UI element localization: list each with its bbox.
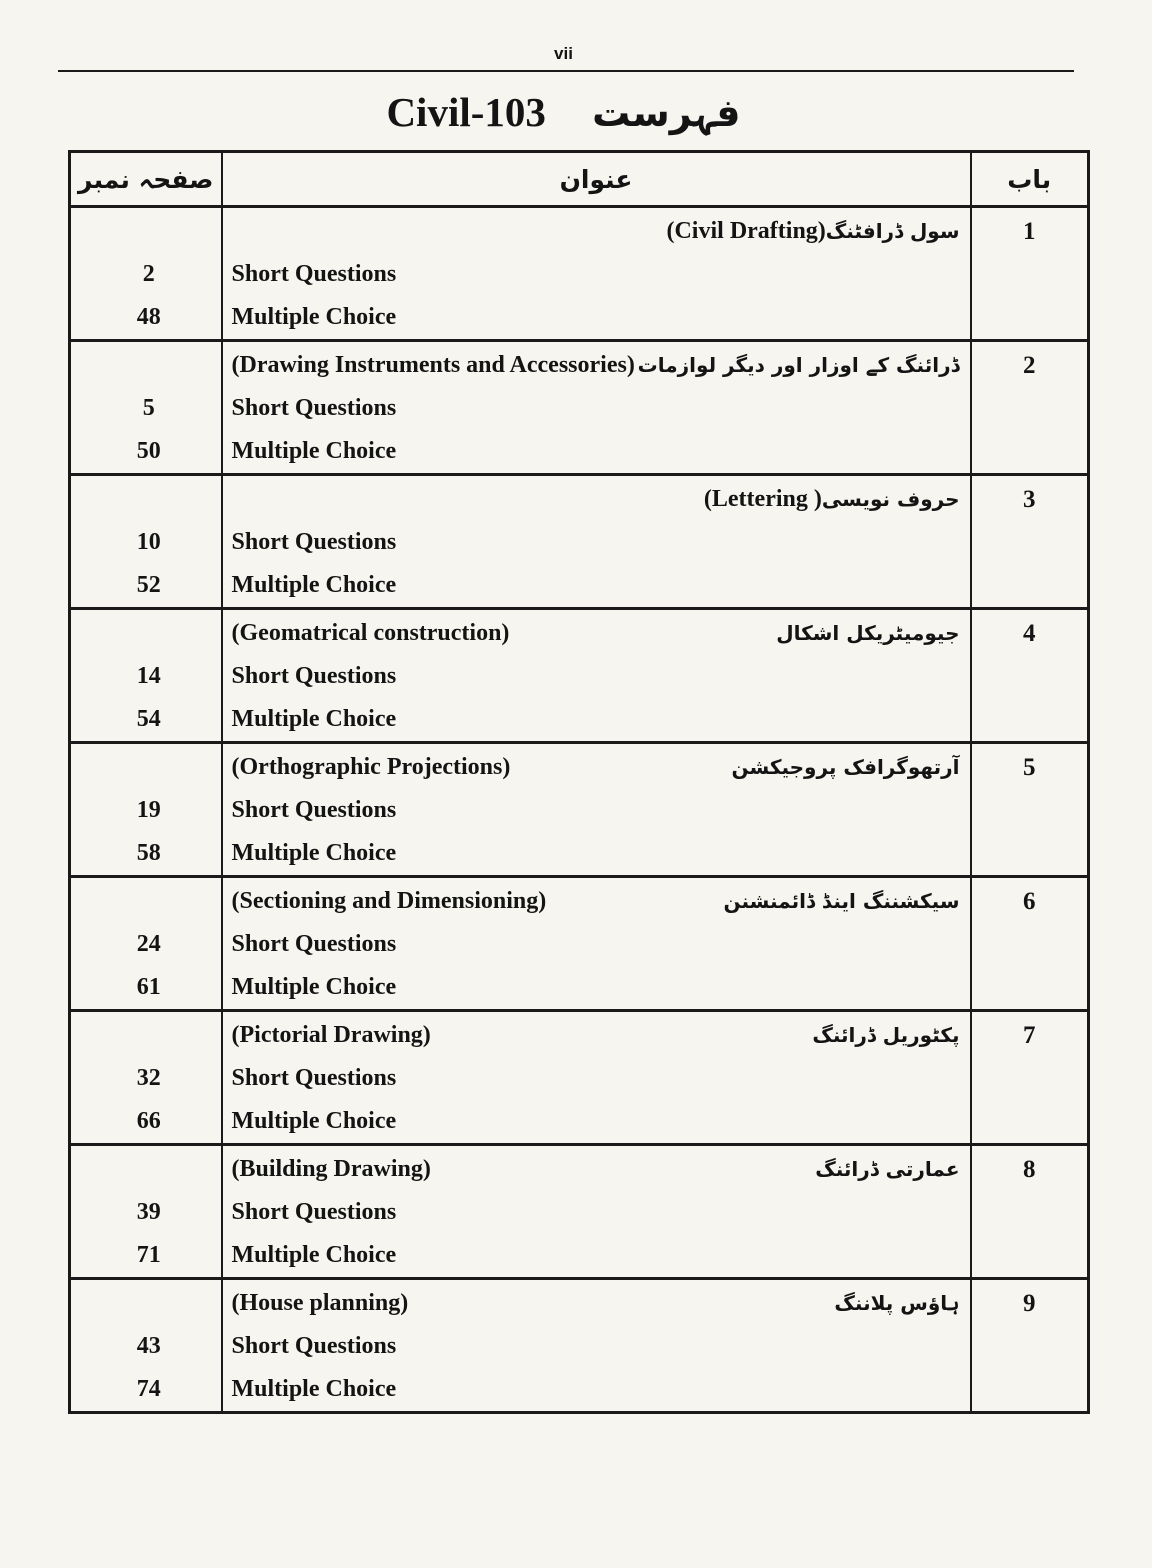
chapter-title-urdu: پکٹوریل ڈرائنگ [812, 1023, 960, 1047]
multiple-choice-label: Multiple Choice [231, 974, 397, 1000]
page-cell [70, 877, 222, 1011]
chapter-title-english: (Drawing Instruments and Accessories) [231, 352, 635, 378]
multiple-choice-label: Multiple Choice [231, 1108, 397, 1134]
multiple-choice-page: 52 [136, 572, 161, 598]
table-row [70, 743, 1089, 877]
short-questions-label: Short Questions [231, 931, 397, 957]
multiple-choice-label: Multiple Choice [231, 1242, 397, 1268]
chapter-number: 9 [1023, 1290, 1036, 1317]
page-cell [70, 1145, 222, 1279]
title-code: Civil-103 [386, 89, 546, 135]
multiple-choice-label: Multiple Choice [231, 304, 397, 330]
chapter-title-urdu: سیکشننگ اینڈ ڈائمنشنن [723, 889, 960, 913]
short-questions-page: 43 [136, 1333, 161, 1359]
title-cell [222, 743, 971, 877]
table-row [70, 877, 1089, 1011]
short-questions-page: 19 [136, 797, 161, 823]
chapter-cell [971, 207, 1089, 341]
chapter-cell [971, 341, 1089, 475]
short-questions-label: Short Questions [231, 797, 397, 823]
chapter-title-english: (Sectioning and Dimensioning) [231, 888, 547, 914]
chapter-title-urdu: جیومیٹریکل اشکال [776, 621, 960, 645]
chapter-number: 4 [1023, 620, 1036, 647]
chapter-cell [971, 1011, 1089, 1145]
short-questions-page: 32 [136, 1065, 161, 1091]
multiple-choice-label: Multiple Choice [231, 1376, 397, 1402]
page-cell [70, 743, 222, 877]
table-row [70, 341, 1089, 475]
chapter-title-english: (Building Drawing) [231, 1156, 431, 1182]
chapter-cell [971, 1145, 1089, 1279]
chapter-number: 7 [1023, 1022, 1036, 1049]
page-cell [70, 341, 222, 475]
title-cell [222, 609, 971, 743]
chapter-cell [971, 1279, 1089, 1413]
short-questions-label: Short Questions [231, 529, 397, 555]
page-cell [70, 1011, 222, 1145]
multiple-choice-page: 50 [136, 438, 161, 464]
short-questions-page: 5 [142, 395, 155, 421]
table-row [70, 1279, 1089, 1413]
chapter-cell [971, 877, 1089, 1011]
chapter-number: 2 [1023, 352, 1036, 379]
multiple-choice-page: 61 [136, 974, 161, 1000]
chapter-title-english: (House planning) [231, 1290, 409, 1316]
page-cell [70, 475, 222, 609]
chapter-title [223, 880, 970, 923]
multiple-choice-page: 54 [136, 706, 161, 732]
table-row [70, 1011, 1089, 1145]
chapter-title-urdu: آرتھوگرافک پروجیکشن [731, 755, 960, 779]
short-questions-label: Short Questions [231, 1199, 397, 1225]
chapter-cell [971, 743, 1089, 877]
page-title [0, 86, 1127, 139]
chapter-cell [971, 609, 1089, 743]
chapter-title [223, 210, 970, 253]
short-questions-label: Short Questions [231, 1065, 397, 1091]
page-cell [70, 609, 222, 743]
chapter-number: 6 [1023, 888, 1036, 915]
chapter-title [223, 1014, 970, 1057]
short-questions-label: Short Questions [231, 261, 397, 287]
page-number: vii [554, 44, 573, 63]
title-cell [222, 475, 971, 609]
chapter-title-english: (Pictorial Drawing) [231, 1022, 431, 1048]
chapter-title-urdu: حروف نویسی [821, 487, 960, 511]
contents-table [68, 150, 1090, 1414]
multiple-choice-label: Multiple Choice [231, 438, 397, 464]
chapter-title-urdu: ڈرائنگ کے اوزار اور دیگر لوازمات [637, 353, 960, 377]
chapter-title-urdu: عمارتی ڈرائنگ [815, 1157, 960, 1181]
short-questions-label: Short Questions [231, 1333, 397, 1359]
multiple-choice-page: 71 [136, 1242, 161, 1268]
multiple-choice-page: 58 [136, 840, 161, 866]
chapter-title [223, 1148, 970, 1191]
title-cell [222, 1145, 971, 1279]
chapter-number: 1 [1023, 218, 1036, 245]
chapter-number: 5 [1023, 754, 1036, 781]
chapter-title [223, 1282, 970, 1325]
table-row [70, 207, 1089, 341]
table-row [70, 475, 1089, 609]
short-questions-label: Short Questions [231, 663, 397, 689]
multiple-choice-page: 48 [136, 304, 161, 330]
multiple-choice-page: 74 [136, 1376, 161, 1402]
multiple-choice-page: 66 [136, 1108, 161, 1134]
header-page-number: صفحہ نمبر [70, 152, 222, 207]
title-cell [222, 1279, 971, 1413]
short-questions-page: 24 [136, 931, 161, 957]
multiple-choice-label: Multiple Choice [231, 572, 397, 598]
chapter-title-english: (Civil Drafting) [666, 218, 826, 244]
chapter-title [223, 612, 970, 655]
title-cell [222, 341, 971, 475]
chapter-title [223, 344, 970, 387]
short-questions-page: 2 [142, 261, 155, 287]
title-cell [222, 1011, 971, 1145]
header-rule [58, 70, 1074, 72]
multiple-choice-label: Multiple Choice [231, 706, 397, 732]
chapter-title-english: (Orthographic Projections) [231, 754, 511, 780]
title-cell [222, 207, 971, 341]
multiple-choice-label: Multiple Choice [231, 840, 397, 866]
short-questions-label: Short Questions [231, 395, 397, 421]
header-title: عنوان [222, 152, 971, 207]
table-header-row [70, 152, 1089, 207]
header-chapter: باب [971, 152, 1089, 207]
page-cell [70, 1279, 222, 1413]
table-row [70, 609, 1089, 743]
table-row [70, 1145, 1089, 1279]
chapter-number: 3 [1023, 486, 1036, 513]
short-questions-page: 10 [136, 529, 161, 555]
short-questions-page: 39 [136, 1199, 161, 1225]
chapter-title-urdu: ہاؤس پلاننگ [834, 1291, 960, 1315]
short-questions-page: 14 [136, 663, 161, 689]
page-cell [70, 207, 222, 341]
chapter-title-urdu: سول ڈرافٹنگ [825, 219, 960, 243]
title-urdu: فہرست [592, 91, 741, 135]
chapter-title-english: (Lettering ) [703, 486, 822, 512]
chapter-title-english: (Geomatrical construction) [231, 620, 510, 646]
chapter-title [223, 746, 970, 789]
title-cell [222, 877, 971, 1011]
chapter-cell [971, 475, 1089, 609]
chapter-number: 8 [1023, 1156, 1036, 1183]
chapter-title [223, 478, 970, 521]
